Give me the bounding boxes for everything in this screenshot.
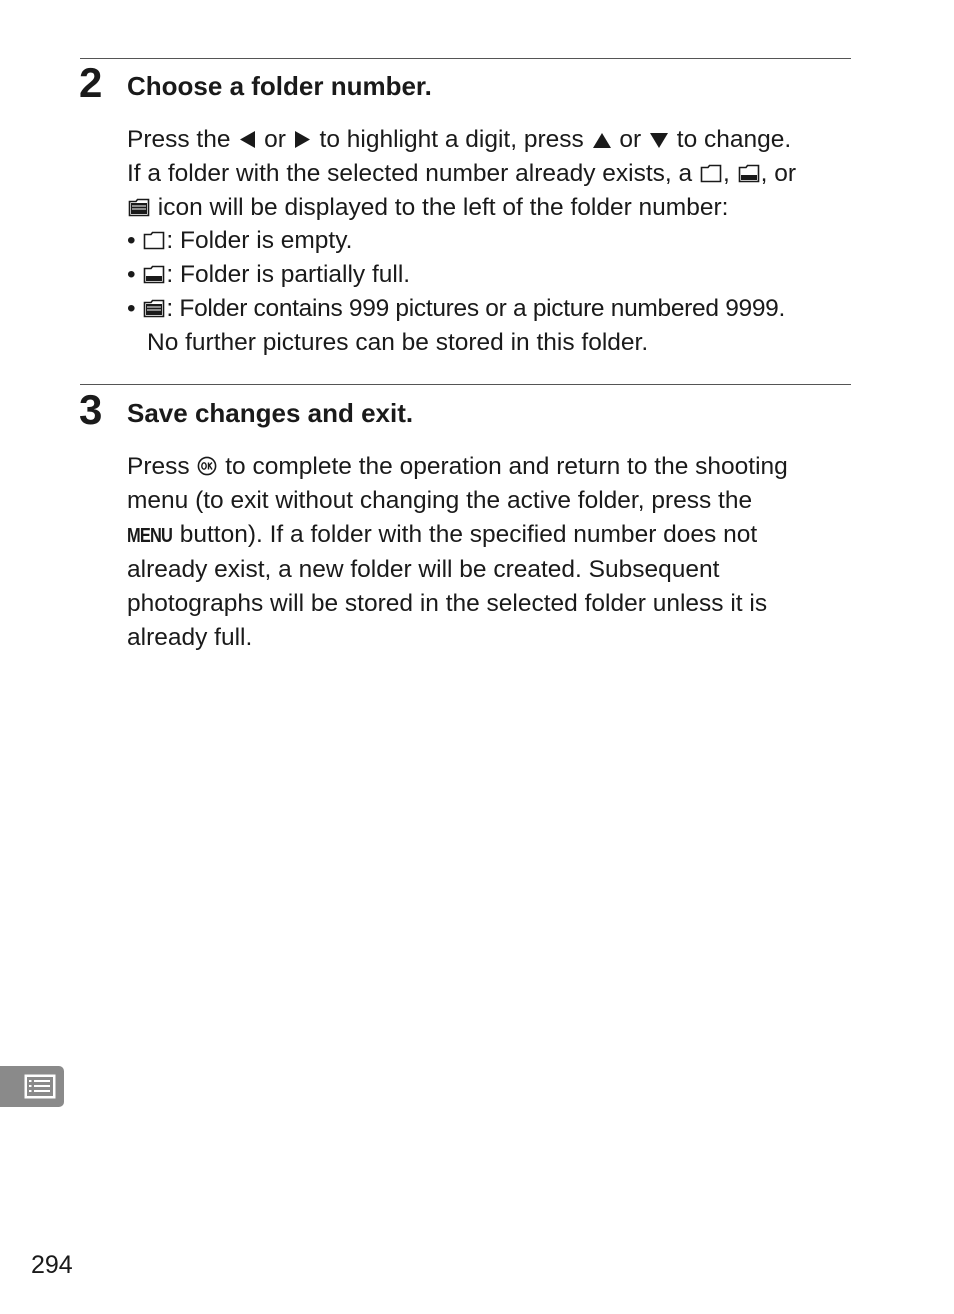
step2-rule <box>80 58 851 59</box>
step3-line4: already exist, a new folder will be created. Subsequent <box>127 556 720 584</box>
folder-full-icon <box>128 198 150 217</box>
folder-full-icon <box>143 299 165 318</box>
step2-number: 2 <box>79 59 103 106</box>
step3-line3: MENU button). If a folder with the specified number does not <box>127 518 857 554</box>
folder-empty-icon <box>143 231 165 250</box>
menu-button-label: MENU <box>127 524 173 547</box>
step3-line6: already full. <box>127 623 253 651</box>
down-arrow-icon <box>649 132 669 149</box>
step3-title: Save changes and exit. <box>127 398 414 428</box>
step2-line1: Press the or to highlight a digit, press or to change. <box>127 126 792 153</box>
folder-partial-icon <box>143 265 165 284</box>
list-item: • : Folder is empty. <box>127 227 353 255</box>
step3-line1: Press to complete the operation and return to the shooting <box>127 453 788 480</box>
up-arrow-icon <box>592 132 612 149</box>
list-item: • : Folder contains 999 pictures or a picture numbered 9999. <box>127 294 785 322</box>
step3-number: 3 <box>79 386 103 433</box>
step3-rule <box>80 384 851 385</box>
step2-title: Choose a folder number. <box>127 71 432 101</box>
menu-list-icon <box>24 1074 56 1099</box>
list-item: • : Folder is partially full. <box>127 261 411 289</box>
step3-body <box>127 450 857 655</box>
right-arrow-icon <box>294 130 312 149</box>
step2-line3: icon will be displayed to the left of the folder number: <box>127 191 857 225</box>
folder-empty-icon <box>700 164 722 183</box>
page-number: 294 <box>31 1251 73 1279</box>
step2-body <box>127 123 857 360</box>
step2-line2: If a folder with the selected number already exists, a , , or <box>127 159 796 187</box>
step3-line2: menu (to exit without changing the active folder, press the <box>127 486 753 514</box>
list-item-continuation: No further pictures can be stored in this folder. <box>147 328 649 356</box>
ok-button-icon <box>197 456 217 476</box>
left-arrow-icon <box>238 130 256 149</box>
step3-line5: photographs will be stored in the selected folder unless it is <box>127 590 768 618</box>
section-tab <box>0 1066 64 1107</box>
folder-partial-icon <box>738 164 760 183</box>
